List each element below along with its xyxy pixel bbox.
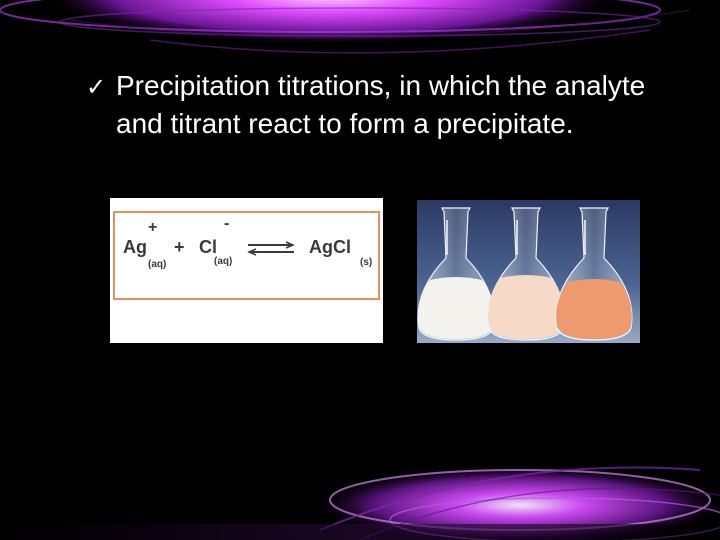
plus-sign: + (174, 237, 185, 257)
equation-image (110, 198, 383, 343)
bullet-text: Precipitation titrations, in which the analyte and titrant react to form a precipitate. (116, 70, 646, 139)
ag-symbol: Ag (123, 237, 147, 257)
erlenmeyer-flasks-photo (417, 200, 640, 343)
agcl-state: (s) (360, 257, 373, 268)
ag-charge: + (148, 219, 158, 236)
bullet-point (86, 68, 676, 142)
equation-frame (113, 211, 380, 300)
cl-symbol: Cl (199, 237, 217, 257)
equilibrium-arrows-icon (246, 241, 296, 257)
cl-charge: - (224, 215, 230, 232)
checkmark-icon: ✓ (86, 74, 107, 101)
cl-state: (aq) (214, 256, 233, 267)
agcl-symbol: AgCl (309, 237, 351, 257)
ag-state: (aq) (148, 259, 167, 270)
